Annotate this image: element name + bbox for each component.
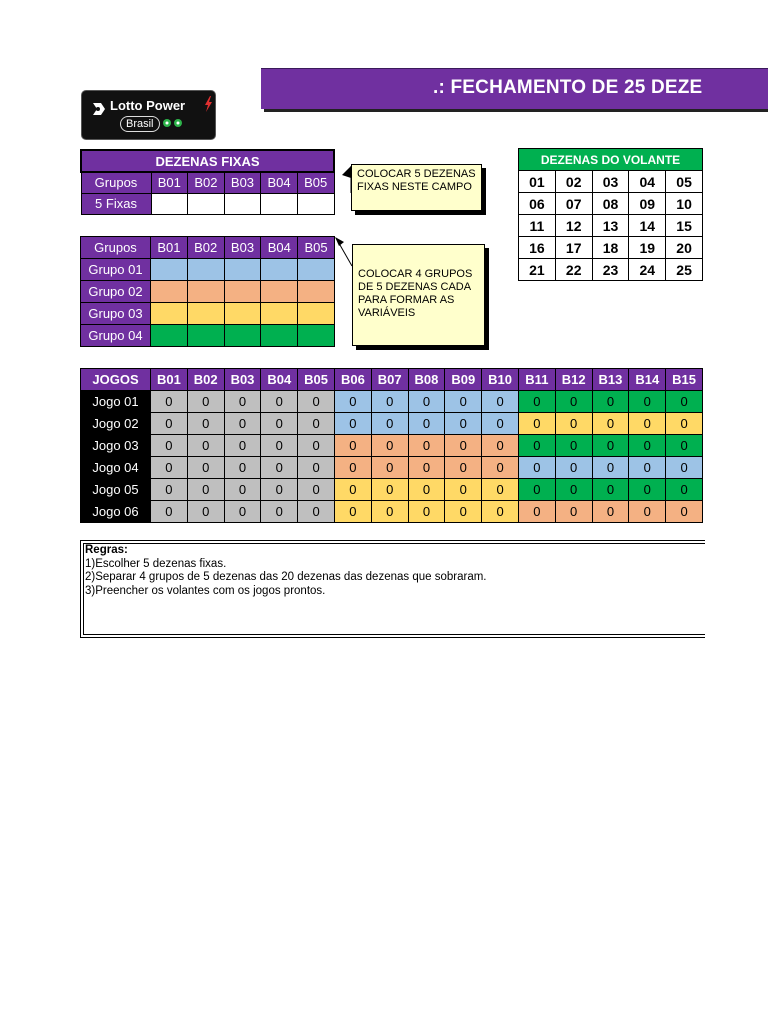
row-label-header: Grupos [81,237,151,259]
game-number-cell: 0 [371,435,408,457]
page-title: .: FECHAMENTO DE 25 DEZE [433,77,703,98]
game-number-cell: 0 [298,501,335,523]
fixed-numbers-callout [351,164,482,211]
game-label: Jogo 04 [81,457,151,479]
game-number-cell: 0 [518,391,555,413]
fixed-numbers-table [80,149,335,215]
game-number-cell: 0 [482,413,519,435]
game-number-cell: 0 [371,479,408,501]
column-header: B03 [224,237,261,259]
game-number-cell: 0 [629,435,666,457]
column-header: B12 [555,369,592,391]
game-number-cell: 0 [224,479,261,501]
ticket-number-cell: 17 [555,237,592,259]
group-number-input-cell[interactable] [261,259,298,281]
game-number-cell: 0 [666,457,703,479]
column-header: B13 [592,369,629,391]
game-number-cell: 0 [334,457,371,479]
game-number-cell: 0 [371,501,408,523]
game-number-cell: 0 [187,479,224,501]
game-number-cell: 0 [445,391,482,413]
group-number-input-cell[interactable] [261,325,298,347]
game-label: Jogo 06 [81,501,151,523]
game-number-cell: 0 [334,391,371,413]
game-number-cell: 0 [482,435,519,457]
game-number-cell: 0 [298,391,335,413]
column-header: B02 [187,237,224,259]
group-label: Grupo 02 [81,281,151,303]
lotto-power-logo [81,90,216,140]
game-number-cell: 0 [445,501,482,523]
group-number-input-cell[interactable] [224,259,261,281]
ticket-numbers-header: DEZENAS DO VOLANTE [519,149,703,171]
ticket-number-cell: 05 [666,171,703,193]
fixed-number-input-cell[interactable] [297,193,334,214]
game-number-cell: 0 [592,413,629,435]
rules-item: 2)Separar 4 grupos de 5 dezenas das 20 dezenas das dezenas que sobraram. [85,571,487,583]
fixed-number-input-cell[interactable] [188,193,225,214]
game-number-cell: 0 [261,457,298,479]
game-number-cell: 0 [187,501,224,523]
column-header: B01 [151,237,188,259]
ticket-number-cell: 14 [629,215,666,237]
game-number-cell: 0 [371,391,408,413]
game-number-cell: 0 [592,435,629,457]
games-column-header-row [81,369,703,391]
group-number-input-cell[interactable] [298,259,335,281]
game-number-cell: 0 [629,479,666,501]
ticket-number-cell: 19 [629,237,666,259]
column-header: B02 [188,172,225,193]
game-number-cell: 0 [261,501,298,523]
fixed-numbers-row [81,193,334,214]
column-header: B10 [482,369,519,391]
group-number-input-cell[interactable] [224,325,261,347]
column-header: B02 [187,369,224,391]
game-number-cell: 0 [445,479,482,501]
game-number-cell: 0 [224,391,261,413]
column-header: B04 [261,237,298,259]
game-number-cell: 0 [224,501,261,523]
column-header: B04 [261,369,298,391]
game-number-cell: 0 [187,435,224,457]
ticket-number-cell: 13 [592,215,629,237]
group-number-input-cell[interactable] [187,259,224,281]
game-number-cell: 0 [555,479,592,501]
group-number-input-cell[interactable] [151,325,188,347]
callout-text: COLOCAR 5 DEZENAS FIXAS NESTE CAMPO [357,168,476,193]
fixed-number-input-cell[interactable] [261,193,298,214]
game-number-cell: 0 [666,479,703,501]
group-row [81,281,335,303]
group-row [81,325,335,347]
game-number-cell: 0 [518,479,555,501]
groups-callout [352,244,485,346]
game-row [81,479,703,501]
group-number-input-cell[interactable] [187,281,224,303]
column-header: B04 [261,172,298,193]
group-number-input-cell[interactable] [187,325,224,347]
game-number-cell: 0 [592,501,629,523]
game-number-cell: 0 [151,501,188,523]
game-number-cell: 0 [518,501,555,523]
column-header: B11 [518,369,555,391]
game-number-cell: 0 [445,435,482,457]
rules-content [83,543,705,635]
game-number-cell: 0 [187,413,224,435]
game-number-cell: 0 [334,501,371,523]
game-number-cell: 0 [629,457,666,479]
ticket-number-cell: 20 [666,237,703,259]
game-number-cell: 0 [555,457,592,479]
group-number-input-cell[interactable] [298,303,335,325]
column-header: B03 [224,369,261,391]
ticket-numbers-row [519,259,703,281]
rules-item: 3)Preencher os volantes com os jogos prontos. [85,584,326,597]
game-number-cell: 0 [666,435,703,457]
game-number-cell: 0 [151,391,188,413]
ticket-number-cell: 16 [519,237,556,259]
ticket-numbers-row [519,237,703,259]
game-number-cell: 0 [187,457,224,479]
game-number-cell: 0 [629,501,666,523]
logo-sub-text: Brasil [120,116,160,132]
game-number-cell: 0 [482,457,519,479]
column-header: B05 [297,172,334,193]
lightning-bolt-icon [204,96,213,112]
column-header: B15 [666,369,703,391]
game-number-cell: 0 [482,501,519,523]
rules-box [80,540,705,638]
game-number-cell: 0 [666,501,703,523]
game-number-cell: 0 [408,501,445,523]
game-number-cell: 0 [629,391,666,413]
game-number-cell: 0 [482,479,519,501]
game-label: Jogo 01 [81,391,151,413]
game-number-cell: 0 [224,413,261,435]
column-header: B05 [298,237,335,259]
group-row [81,259,335,281]
ticket-number-cell: 08 [592,193,629,215]
ticket-numbers-table [518,148,703,281]
game-number-cell: 0 [334,435,371,457]
game-number-cell: 0 [518,457,555,479]
group-number-input-cell[interactable] [261,281,298,303]
ticket-numbers-row [519,215,703,237]
ticket-number-cell: 06 [519,193,556,215]
game-row [81,391,703,413]
group-number-input-cell[interactable] [187,303,224,325]
group-number-input-cell[interactable] [298,281,335,303]
game-number-cell: 0 [224,435,261,457]
ticket-numbers-row [519,193,703,215]
title-banner [261,68,768,109]
games-table [80,368,703,523]
game-number-cell: 0 [151,457,188,479]
group-number-input-cell[interactable] [224,303,261,325]
callout-pointer-icon [334,236,354,268]
ticket-number-cell: 09 [629,193,666,215]
row-label-header: Grupos [81,172,151,193]
game-number-cell: 0 [261,413,298,435]
ticket-number-cell: 23 [592,259,629,281]
groups-table [80,236,335,347]
ticket-number-cell: 25 [666,259,703,281]
game-number-cell: 0 [151,413,188,435]
game-number-cell: 0 [445,457,482,479]
ticket-number-cell: 10 [666,193,703,215]
game-number-cell: 0 [151,479,188,501]
games-header: JOGOS [81,369,151,391]
column-header: B09 [445,369,482,391]
ticket-number-cell: 12 [555,215,592,237]
game-number-cell: 0 [298,479,335,501]
game-number-cell: 0 [298,413,335,435]
game-number-cell: 0 [261,479,298,501]
group-row [81,303,335,325]
game-number-cell: 0 [555,391,592,413]
game-number-cell: 0 [298,435,335,457]
group-number-input-cell[interactable] [151,281,188,303]
column-header: B07 [371,369,408,391]
column-header: B14 [629,369,666,391]
game-number-cell: 0 [334,479,371,501]
logo-main-text: Lotto Power [110,98,186,113]
column-header: B06 [334,369,371,391]
game-number-cell: 0 [151,435,188,457]
game-row [81,435,703,457]
game-number-cell: 0 [408,457,445,479]
game-number-cell: 0 [518,435,555,457]
fixed-numbers-column-header-row [81,172,334,193]
column-header: B01 [151,172,188,193]
ticket-number-cell: 22 [555,259,592,281]
ticket-number-cell: 07 [555,193,592,215]
column-header: B05 [298,369,335,391]
callout-pointer-icon [334,165,354,195]
game-number-cell: 0 [666,413,703,435]
group-number-input-cell[interactable] [224,281,261,303]
game-number-cell: 0 [445,413,482,435]
game-number-cell: 0 [666,391,703,413]
game-number-cell: 0 [371,457,408,479]
game-number-cell: 0 [408,435,445,457]
ticket-number-cell: 24 [629,259,666,281]
group-number-input-cell[interactable] [151,259,188,281]
game-number-cell: 0 [555,435,592,457]
game-number-cell: 0 [187,391,224,413]
logo-mark-icon [92,102,106,116]
group-label: Grupo 03 [81,303,151,325]
ticket-number-cell: 04 [629,171,666,193]
game-number-cell: 0 [371,413,408,435]
game-number-cell: 0 [298,457,335,479]
callout-text: COLOCAR 4 GRUPOS DE 5 DEZENAS CADA PARA FORMAR AS VARIÁVEIS [358,268,473,319]
game-number-cell: 0 [629,413,666,435]
game-number-cell: 0 [261,435,298,457]
ticket-number-cell: 21 [519,259,556,281]
ticket-number-cell: 15 [666,215,703,237]
fixed-numbers-header: DEZENAS FIXAS [81,150,334,172]
group-label: Grupo 01 [81,259,151,281]
group-number-input-cell[interactable] [261,303,298,325]
rules-item: 1)Escolher 5 dezenas fixas. [85,557,227,570]
ticket-numbers-row [519,171,703,193]
game-row [81,457,703,479]
game-number-cell: 0 [592,391,629,413]
fixed-number-input-cell[interactable] [224,193,261,214]
groups-column-header-row [81,237,335,259]
game-number-cell: 0 [261,391,298,413]
ticket-number-cell: 03 [592,171,629,193]
game-label: Jogo 05 [81,479,151,501]
game-number-cell: 0 [408,391,445,413]
rules-heading: Regras: [85,544,128,556]
game-label: Jogo 02 [81,413,151,435]
column-header: B08 [408,369,445,391]
game-number-cell: 0 [555,501,592,523]
game-row [81,501,703,523]
game-number-cell: 0 [224,457,261,479]
fixed-number-input-cell[interactable] [151,193,188,214]
column-header: B01 [151,369,188,391]
column-header: B03 [224,172,261,193]
group-number-input-cell[interactable] [298,325,335,347]
game-number-cell: 0 [482,391,519,413]
game-number-cell: 0 [555,413,592,435]
game-number-cell: 0 [408,413,445,435]
ticket-number-cell: 02 [555,171,592,193]
group-number-input-cell[interactable] [151,303,188,325]
ticket-number-cell: 11 [519,215,556,237]
game-number-cell: 0 [592,457,629,479]
game-row [81,413,703,435]
ticket-number-cell: 01 [519,171,556,193]
game-number-cell: 0 [408,479,445,501]
clover-icon [162,118,184,128]
game-number-cell: 0 [592,479,629,501]
game-number-cell: 0 [334,413,371,435]
row-label: 5 Fixas [81,193,151,214]
group-label: Grupo 04 [81,325,151,347]
game-label: Jogo 03 [81,435,151,457]
ticket-number-cell: 18 [592,237,629,259]
game-number-cell: 0 [518,413,555,435]
